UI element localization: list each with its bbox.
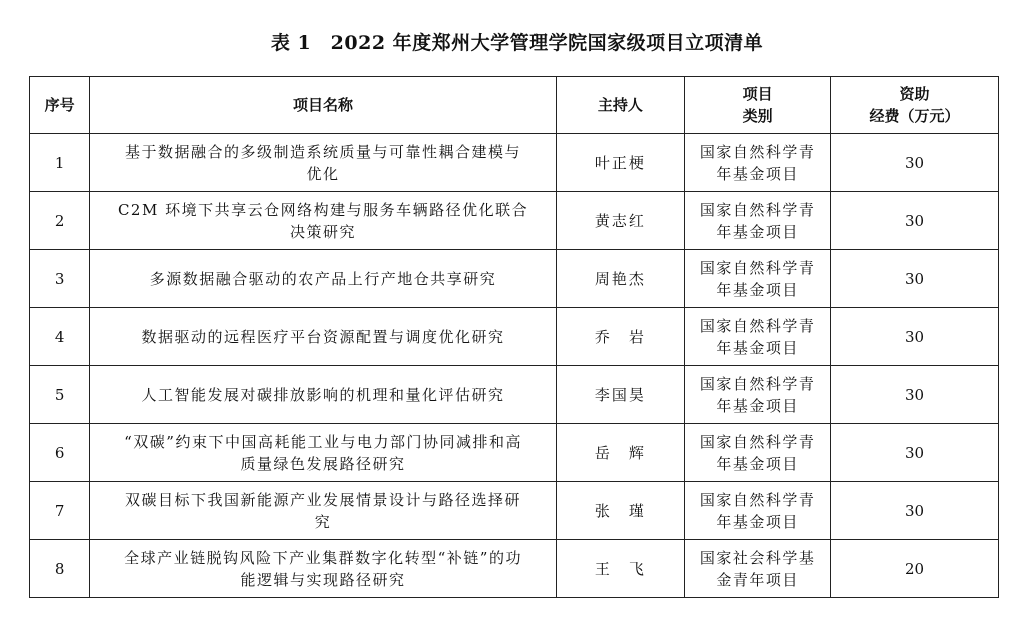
cell-category xyxy=(685,482,831,540)
category-line2: 年基金项目 xyxy=(716,280,799,299)
category-line1: 国家自然科学青 xyxy=(699,258,816,277)
category-line2: 年基金项目 xyxy=(716,396,799,415)
table-row xyxy=(30,250,999,308)
cell-index: 2 xyxy=(30,192,90,250)
project-name-line1: 全球产业链脱钩风险下产业集群数字化转型“补链”的功 xyxy=(124,548,522,567)
project-name-line1: 人工智能发展对碳排放影响的机理和量化评估研究 xyxy=(141,385,505,404)
cell-project-name xyxy=(90,308,556,366)
table-row xyxy=(30,366,999,424)
cell-category xyxy=(685,250,831,308)
project-name-line1: 双碳目标下我国新能源产业发展情景设计与路径选择研 xyxy=(125,490,522,509)
cell-category xyxy=(685,134,831,192)
category-line2: 金青年项目 xyxy=(716,570,799,589)
cell-index: 8 xyxy=(30,540,90,598)
project-name-line1: C2M 环境下共享云仓网络构建与服务车辆路径优化联合 xyxy=(117,200,529,219)
cell-project-name xyxy=(90,134,556,192)
cell-leader: 乔 岩 xyxy=(556,308,684,366)
project-name-line2: 决策研究 xyxy=(290,222,357,241)
cell-category xyxy=(685,192,831,250)
cell-project-name xyxy=(90,366,556,424)
cell-funding: 30 xyxy=(831,134,999,192)
header-leader: 主持人 xyxy=(556,77,684,134)
table-row xyxy=(30,308,999,366)
header-funding-line1: 资助 xyxy=(899,85,930,103)
cell-project-name xyxy=(90,424,556,482)
table-row xyxy=(30,134,999,192)
table-title: 表 1 2022 年度郑州大学管理学院国家级项目立项清单 xyxy=(270,32,764,54)
header-index: 序号 xyxy=(30,77,90,134)
project-name-line2: 究 xyxy=(314,512,332,531)
table-row xyxy=(30,482,999,540)
category-line2: 年基金项目 xyxy=(716,454,799,473)
cell-leader: 周艳杰 xyxy=(556,250,684,308)
cell-leader: 王 飞 xyxy=(556,540,684,598)
header-category-line1: 项目 xyxy=(742,85,773,103)
cell-funding: 30 xyxy=(831,366,999,424)
project-name-line2: 质量绿色发展路径研究 xyxy=(240,454,406,473)
cell-leader: 岳 辉 xyxy=(556,424,684,482)
project-name-line1: 基于数据融合的多级制造系统质量与可靠性耦合建模与 xyxy=(125,142,522,161)
project-name-line1: “双碳”约束下中国高耗能工业与电力部门协同减排和高 xyxy=(124,432,522,451)
category-line1: 国家自然科学青 xyxy=(699,490,816,509)
cell-leader: 张 瑾 xyxy=(556,482,684,540)
cell-index: 1 xyxy=(30,134,90,192)
header-row xyxy=(30,77,999,134)
cell-leader: 李国昊 xyxy=(556,366,684,424)
cell-funding: 30 xyxy=(831,250,999,308)
table-row xyxy=(30,540,999,598)
header-name: 项目名称 xyxy=(90,77,556,134)
category-line2: 年基金项目 xyxy=(716,164,799,183)
cell-project-name xyxy=(90,482,556,540)
category-line1: 国家自然科学青 xyxy=(699,142,816,161)
header-funding xyxy=(831,77,999,134)
cell-index: 5 xyxy=(30,366,90,424)
category-line1: 国家自然科学青 xyxy=(699,200,816,219)
cell-funding: 30 xyxy=(831,482,999,540)
category-line1: 国家自然科学青 xyxy=(699,316,816,335)
header-funding-line2: 经费（万元） xyxy=(869,107,960,125)
cell-index: 6 xyxy=(30,424,90,482)
category-line1: 国家社会科学基 xyxy=(699,548,816,567)
cell-index: 7 xyxy=(30,482,90,540)
project-table xyxy=(29,76,999,598)
cell-index: 3 xyxy=(30,250,90,308)
cell-project-name xyxy=(90,540,556,598)
category-line2: 年基金项目 xyxy=(716,512,799,531)
cell-category xyxy=(685,366,831,424)
cell-project-name xyxy=(90,250,556,308)
project-name-line2: 优化 xyxy=(306,164,340,183)
table-row xyxy=(30,192,999,250)
category-line1: 国家自然科学青 xyxy=(699,374,816,393)
cell-project-name xyxy=(90,192,556,250)
project-name-line1: 数据驱动的远程医疗平台资源配置与调度优化研究 xyxy=(141,327,505,346)
project-name-line2: 能逻辑与实现路径研究 xyxy=(240,570,406,589)
project-name-line1: 多源数据融合驱动的农产品上行产地仓共享研究 xyxy=(149,269,497,288)
table-row xyxy=(30,424,999,482)
cell-index: 4 xyxy=(30,308,90,366)
cell-funding: 20 xyxy=(831,540,999,598)
header-category xyxy=(685,77,831,134)
cell-funding: 30 xyxy=(831,192,999,250)
category-line1: 国家自然科学青 xyxy=(699,432,816,451)
cell-funding: 30 xyxy=(831,424,999,482)
cell-funding: 30 xyxy=(831,308,999,366)
category-line2: 年基金项目 xyxy=(716,222,799,241)
cell-leader: 黄志红 xyxy=(556,192,684,250)
header-category-line2: 类别 xyxy=(742,107,773,125)
category-line2: 年基金项目 xyxy=(716,338,799,357)
cell-category xyxy=(685,424,831,482)
cell-category xyxy=(685,308,831,366)
cell-category xyxy=(685,540,831,598)
cell-leader: 叶正梗 xyxy=(556,134,684,192)
